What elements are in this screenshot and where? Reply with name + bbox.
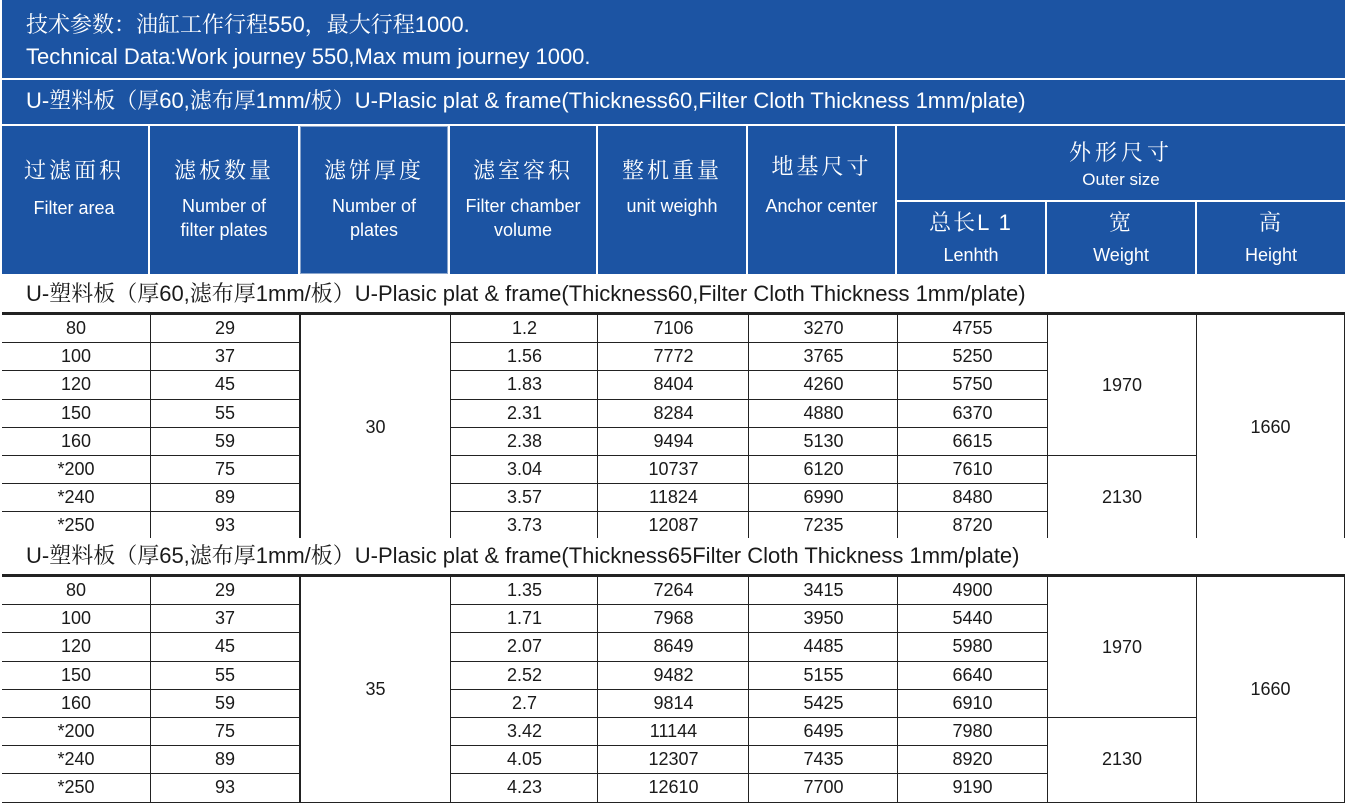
anchor-center-cell: 3415: [748, 576, 899, 605]
filter-area-cell: 80: [0, 576, 152, 605]
cake-thickness-header-en-line: Number of: [331, 196, 417, 216]
unit-weight-cell: 12087: [597, 511, 750, 540]
plate-count-cell: 55: [150, 661, 300, 690]
outer-size-header: [897, 126, 1345, 200]
unit-weight-cell: 12610: [597, 773, 750, 802]
anchor-center-cell: 3950: [748, 604, 899, 633]
filter-area-cell: *240: [0, 483, 152, 512]
section-header: [0, 276, 1345, 314]
height-cell: 1660: [1196, 314, 1345, 541]
unit-weight-cell: 10737: [597, 455, 750, 484]
unit-weight-cell: 8649: [597, 632, 750, 661]
length-cn: 总长L 1: [929, 210, 1013, 235]
plate-count-cell: 89: [150, 483, 300, 512]
plate-count-cell: 89: [150, 745, 300, 774]
chamber-volume-cell: 2.31: [450, 399, 599, 428]
plate-count-header-en-line: filter plates: [180, 220, 268, 240]
chamber-volume-header-en-line: volume: [493, 220, 553, 240]
chamber-volume-header: [450, 126, 596, 274]
anchor-center-cell: 4485: [748, 632, 899, 661]
cake-thickness-header-en-line: plates: [349, 220, 399, 240]
unit-weight-cell: 9814: [597, 689, 750, 718]
chamber-volume-cell: 2.7: [450, 689, 599, 718]
plate-count-cell: 75: [150, 717, 300, 746]
length-cell: 5440: [897, 604, 1048, 633]
chamber-volume-cell: 3.42: [450, 717, 599, 746]
unit-weight-header: [598, 126, 746, 274]
plate-count-cell: 59: [150, 689, 300, 718]
plate-count-cell: 55: [150, 399, 300, 428]
cake-thickness-cell: 30: [300, 314, 451, 541]
length-en: Lenhth: [943, 245, 999, 265]
plate-count-cell: 29: [150, 576, 300, 605]
length-cell: 8720: [897, 511, 1048, 540]
plate-count-cell: 93: [150, 773, 300, 802]
title-cn: 技术参数：油缸工作行程550，最大行程1000.: [26, 12, 470, 37]
plate-count-cell: 45: [150, 370, 300, 399]
left-frame: [0, 0, 2, 804]
anchor-center-cell: 5155: [748, 661, 899, 690]
filter-area-cell: *250: [0, 773, 152, 802]
filter-area-header-en-line: Filter area: [33, 198, 115, 218]
anchor-center-cell: 5425: [748, 689, 899, 718]
height-cell: 1660: [1196, 576, 1345, 803]
chamber-volume-cell: 1.56: [450, 342, 599, 371]
length-cell: 6640: [897, 661, 1048, 690]
anchor-center-header-en-line: Anchor center: [765, 196, 878, 216]
width-cell: 2130: [1047, 717, 1197, 803]
plate-count-cell: 59: [150, 427, 300, 456]
filter-area-cell: 150: [0, 399, 152, 428]
unit-weight-cell: 7772: [597, 342, 750, 371]
chamber-volume-header-en: [450, 194, 596, 242]
subtitle: U-塑料板（厚60,滤布厚1mm/板）U-Plasic plat & frame(Thickness60,Filter Cloth Thickness 1mm/plate): [26, 88, 1026, 113]
unit-weight-cell: 8404: [597, 370, 750, 399]
anchor-center-header-en: [748, 194, 895, 218]
plate-count-cell: 29: [150, 314, 300, 343]
width-cell: 1970: [1047, 576, 1197, 718]
unit-weight-header-en-line: unit weighh: [626, 196, 718, 216]
chamber-volume-cell: 3.04: [450, 455, 599, 484]
chamber-volume-cell: 4.23: [450, 773, 599, 802]
subtitle-band: [0, 80, 1345, 124]
width-cell: 1970: [1047, 314, 1197, 456]
length-cell: 6615: [897, 427, 1048, 456]
cake-thickness-header-cn: 滤饼厚度: [323, 158, 424, 183]
filter-area-header: [0, 126, 148, 274]
plate-count-cell: 75: [150, 455, 300, 484]
chamber-volume-cell: 4.05: [450, 745, 599, 774]
height-en: Height: [1244, 245, 1298, 265]
chamber-volume-header-en-line: Filter chamber: [465, 196, 581, 216]
filter-area-cell: 100: [0, 604, 152, 633]
anchor-center-cell: 7435: [748, 745, 899, 774]
width-en: Weight: [1093, 245, 1149, 265]
filter-area-cell: 150: [0, 661, 152, 690]
plate-count-cell: 37: [150, 342, 300, 371]
section-header: [0, 538, 1345, 576]
length-cell: 9190: [897, 773, 1048, 802]
unit-weight-header-en: [598, 194, 746, 218]
plate-count-cell: 93: [150, 511, 300, 540]
height-cn: 高: [1258, 210, 1283, 235]
anchor-center-header: [748, 126, 895, 274]
filter-area-cell: 160: [0, 689, 152, 718]
filter-area-cell: 120: [0, 370, 152, 399]
unit-weight-cell: 8284: [597, 399, 750, 428]
length-cell: 6910: [897, 689, 1048, 718]
outer-size-cn: 外形尺寸: [1068, 140, 1173, 165]
unit-weight-cell: 9494: [597, 427, 750, 456]
chamber-volume-cell: 1.83: [450, 370, 599, 399]
length-cell: 8920: [897, 745, 1048, 774]
chamber-volume-cell: 3.57: [450, 483, 599, 512]
section-title: U-塑料板（厚60,滤布厚1mm/板）U-Plasic plat & frame(Thickness60,Filter Cloth Thickness 1mm/plate): [26, 281, 1026, 306]
filter-area-cell: *240: [0, 745, 152, 774]
height-header: [1197, 202, 1345, 274]
filter-area-cell: *200: [0, 717, 152, 746]
chamber-volume-header-cn: 滤室容积: [472, 158, 573, 183]
plate-count-header: [150, 126, 298, 274]
length-cell: 4755: [897, 314, 1048, 343]
anchor-center-cell: 4260: [748, 370, 899, 399]
plate-count-header-en: [150, 194, 298, 242]
length-header: [897, 202, 1045, 274]
length-cell: 7610: [897, 455, 1048, 484]
unit-weight-cell: 7264: [597, 576, 750, 605]
anchor-center-header-cn: 地基尺寸: [771, 154, 872, 179]
length-cell: 7980: [897, 717, 1048, 746]
anchor-center-cell: 6120: [748, 455, 899, 484]
outer-size-en: Outer size: [1082, 170, 1160, 189]
chamber-volume-cell: 3.73: [450, 511, 599, 540]
filter-area-cell: *250: [0, 511, 152, 540]
chamber-volume-cell: 1.71: [450, 604, 599, 633]
anchor-center-cell: 3270: [748, 314, 899, 343]
anchor-center-cell: 7235: [748, 511, 899, 540]
filter-area-cell: 80: [0, 314, 152, 343]
unit-weight-cell: 7106: [597, 314, 750, 343]
filter-area-cell: 160: [0, 427, 152, 456]
unit-weight-cell: 11144: [597, 717, 750, 746]
length-cell: 4900: [897, 576, 1048, 605]
filter-area-header-en: [0, 196, 148, 220]
unit-weight-cell: 11824: [597, 483, 750, 512]
anchor-center-cell: 3765: [748, 342, 899, 371]
anchor-center-cell: 4880: [748, 399, 899, 428]
unit-weight-header-cn: 整机重量: [621, 158, 722, 183]
width-cell: 2130: [1047, 455, 1197, 541]
length-cell: 5750: [897, 370, 1048, 399]
filter-area-header-cn: 过滤面积: [23, 158, 124, 183]
length-cell: 5980: [897, 632, 1048, 661]
width-header: [1047, 202, 1195, 274]
anchor-center-cell: 6990: [748, 483, 899, 512]
chamber-volume-cell: 2.07: [450, 632, 599, 661]
chamber-volume-cell: 2.52: [450, 661, 599, 690]
section-title: U-塑料板（厚65,滤布厚1mm/板）U-Plasic plat & frame(Thickness65Filter Cloth Thickness 1mm/plate): [26, 543, 1020, 568]
unit-weight-cell: 9482: [597, 661, 750, 690]
chamber-volume-cell: 1.35: [450, 576, 599, 605]
unit-weight-cell: 12307: [597, 745, 750, 774]
plate-count-header-cn: 滤板数量: [173, 158, 274, 183]
title-band: [0, 0, 1345, 78]
width-cn: 宽: [1108, 210, 1133, 235]
anchor-center-cell: 6495: [748, 717, 899, 746]
unit-weight-cell: 7968: [597, 604, 750, 633]
length-cell: 5250: [897, 342, 1048, 371]
plate-count-cell: 45: [150, 632, 300, 661]
plate-count-header-en-line: Number of: [181, 196, 267, 216]
plate-count-cell: 37: [150, 604, 300, 633]
cake-thickness-cell: 35: [300, 576, 451, 803]
anchor-center-cell: 5130: [748, 427, 899, 456]
filter-area-cell: 120: [0, 632, 152, 661]
anchor-center-cell: 7700: [748, 773, 899, 802]
chamber-volume-cell: 2.38: [450, 427, 599, 456]
length-cell: 8480: [897, 483, 1048, 512]
title-en: Technical Data:Work journey 550,Max mum journey 1000.: [26, 44, 591, 69]
chamber-volume-cell: 1.2: [450, 314, 599, 343]
cake-thickness-header-en: [300, 194, 448, 242]
filter-area-cell: *200: [0, 455, 152, 484]
cake-thickness-header: [300, 126, 448, 274]
length-cell: 6370: [897, 399, 1048, 428]
filter-area-cell: 100: [0, 342, 152, 371]
